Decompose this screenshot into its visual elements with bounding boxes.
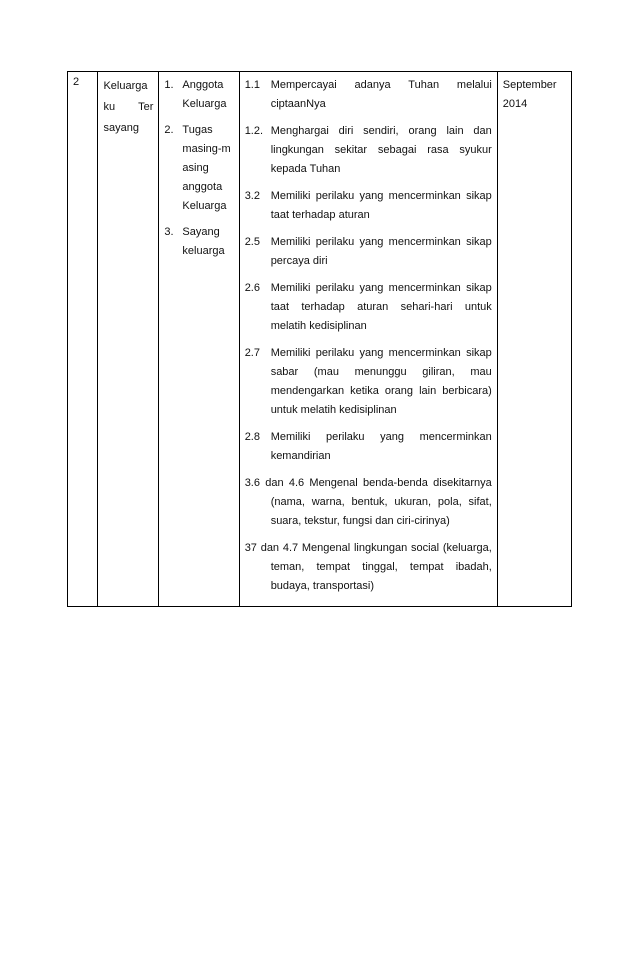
competency-item <box>245 76 492 114</box>
competency-code: 1.2. <box>244 125 264 137</box>
competency-text: Mempercayai adanya Tuhan melalui ciptaanNya <box>270 79 492 110</box>
competency-lead: 3.6 dan 4.6 Mengenal benda-benda disekitarnya <box>244 477 492 489</box>
competency-item <box>245 539 492 596</box>
lesson-plan-table <box>67 71 572 607</box>
subtheme-item <box>164 76 233 114</box>
competency-code: 2.8 <box>244 431 260 443</box>
competency-cell <box>239 72 497 607</box>
theme-text <box>103 76 153 139</box>
subtheme-item <box>164 121 233 216</box>
row-number: 2 <box>68 72 98 607</box>
time-year: 2014 <box>502 98 528 110</box>
competency-item <box>245 233 492 271</box>
subtheme-number: 3. <box>164 226 174 238</box>
time-month: September <box>502 79 557 91</box>
competency-text: Menghargai diri sendiri, orang lain dan lingkungan sekitar sebagai rasa syukur kepada Tuhan <box>270 125 492 175</box>
competency-item <box>245 344 492 420</box>
subtheme-item <box>164 223 233 261</box>
subtheme-cell <box>159 72 239 607</box>
competency-item <box>245 279 492 336</box>
subtheme-label: Sayang keluarga <box>182 226 225 257</box>
competency-text: Memiliki perilaku yang mencerminkan sikap sabar (mau menunggu giliran, mau mendengarkan ketika orang lain berbicara) untuk melatih kedisiplinan <box>270 347 492 416</box>
competency-item <box>245 187 492 225</box>
theme-line: Keluarga <box>103 80 148 92</box>
competency-lead: 37 dan 4.7 Mengenal lingkungan social (keluarga, <box>244 542 492 554</box>
competency-code: 2.5 <box>244 236 260 248</box>
subtheme-number: 2. <box>164 124 174 136</box>
competency-text: Memiliki perilaku yang mencerminkan sikap percaya diri <box>270 236 492 267</box>
theme-line: sayang <box>103 122 139 134</box>
competency-item <box>245 122 492 179</box>
competency-text: Memiliki perilaku yang mencerminkan kemandirian <box>270 431 492 462</box>
time-cell <box>497 72 571 607</box>
competency-item <box>245 428 492 466</box>
competency-text: teman, tempat tinggal, tempat ibadah, budaya, transportasi) <box>270 561 492 592</box>
competency-code: 2.6 <box>244 282 260 294</box>
theme-cell <box>98 72 159 607</box>
competency-text: Memiliki perilaku yang mencerminkan sikap taat terhadap aturan sehari-hari untuk melatih kedisiplinan <box>270 282 492 332</box>
subtheme-label: Anggota Keluarga <box>182 79 227 110</box>
theme-line: ku Ter <box>103 101 154 113</box>
competency-code: 1.1 <box>244 79 260 91</box>
competency-text: Memiliki perilaku yang mencerminkan sikap taat terhadap aturan <box>270 190 492 221</box>
competency-code: 3.2 <box>244 190 260 202</box>
competency-code: 2.7 <box>244 347 260 359</box>
subtheme-number: 1. <box>164 79 174 91</box>
subtheme-label: Tugas masing-m asing anggota Keluarga <box>182 124 231 212</box>
competency-item <box>245 474 492 531</box>
table-row <box>68 72 572 607</box>
competency-text: (nama, warna, bentuk, ukuran, pola, sifat, suara, tekstur, fungsi dan ciri-cirinya) <box>270 496 492 527</box>
